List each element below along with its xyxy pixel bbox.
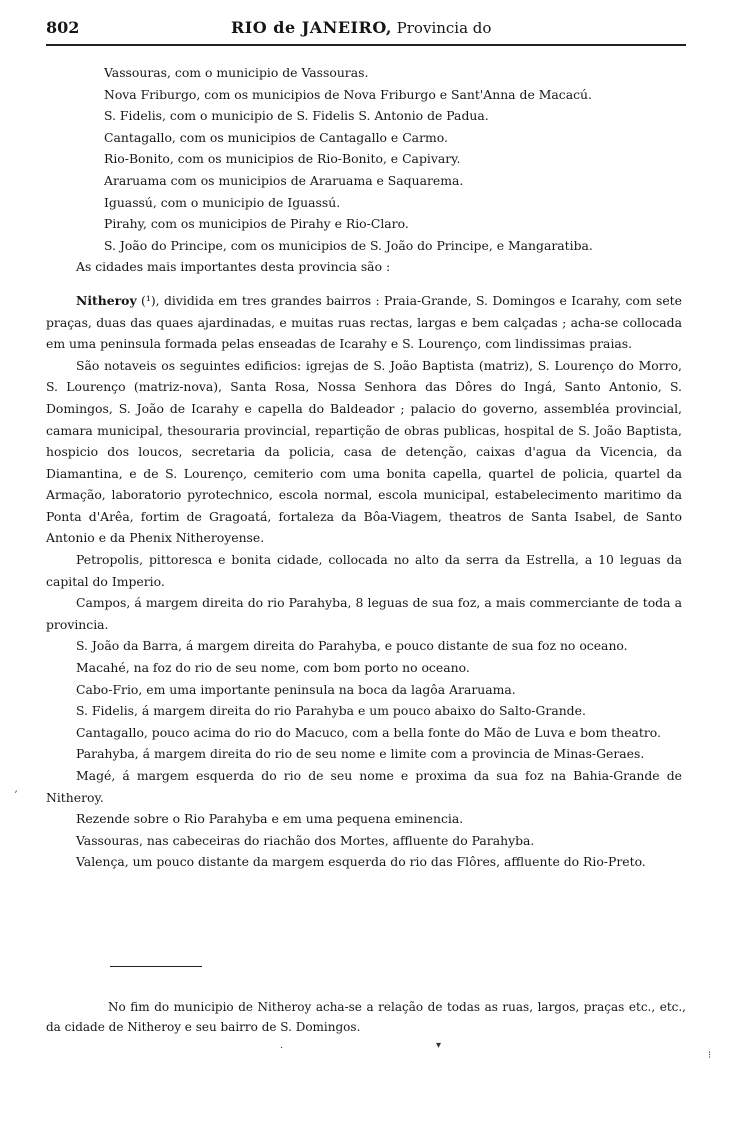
footnote-rule	[110, 966, 202, 967]
municipio-line: Araruama com os municipios de Araruama e Saquarema.	[104, 172, 464, 188]
municipios-list	[46, 62, 682, 278]
municipio-line: Pirahy, com os municipios de Pirahy e Rio-Claro.	[104, 216, 409, 232]
municipio-line: Vassouras, com o municipio de Vassouras.	[104, 65, 369, 80]
city-entry: Cantagallo, pouco acima do rio do Macuco, com a bella fonte do Mão de Luva e bom theatro.	[76, 724, 661, 740]
cities-list	[46, 549, 682, 873]
body-text	[46, 62, 682, 873]
city-entry: Cabo-Frio, em uma importante peninsula na boca da lagôa Araruama.	[76, 681, 516, 697]
municipio-line: Nova Friburgo, com os municipios de Nova Friburgo e Sant'Anna de Macacú.	[104, 86, 592, 102]
municipio-line: Rio-Bonito, com os municipios de Rio-Bonito, e Capivary.	[104, 151, 461, 167]
city-entry: S. Fidelis, á margem direita do rio Parahyba e um pouco abaixo do Salto-Grande.	[76, 703, 586, 719]
cities-intro: As cidades mais importantes desta provincia são :	[76, 259, 391, 275]
page-header	[46, 16, 686, 40]
nitheroy-paragraph	[46, 290, 682, 355]
running-title	[231, 18, 491, 37]
print-speck: ⁝	[708, 1050, 712, 1061]
city-entry: Magé, á margem esquerda do rio de seu nome e proxima da sua foz na Bahia-Grande de Nitheroy.	[46, 768, 682, 805]
city-entry: Valença, um pouco distante da margem esquerda do rio das Flôres, affluente do Rio-Preto.	[76, 854, 646, 870]
paragraph-gap	[46, 278, 682, 290]
city-entry: Macahé, na foz do rio de seu nome, com bom porto no oceano.	[76, 660, 470, 676]
print-speck: ▾	[436, 1040, 442, 1051]
running-title-rest: Provincia do	[396, 19, 492, 37]
municipio-line: Cantagallo, com os municipios de Cantagallo e Carmo.	[104, 129, 448, 145]
city-entry: Rezende sobre o Rio Parahyba e em uma pequena eminencia.	[76, 811, 464, 827]
municipio-line: S. Fidelis, com o municipio de S. Fidelis S. Antonio de Padua.	[104, 108, 489, 124]
municipio-line: Iguassú, com o municipio de Iguassú.	[104, 194, 341, 210]
running-title-main: RIO de JANEIRO,	[231, 18, 392, 37]
city-entry: Petropolis, pittoresca e bonita cidade, collocada no alto da serra da Estrella, a 10 leguas da capital do Imperio.	[46, 552, 682, 589]
buildings-paragraph: São notaveis os seguintes edificios: igrejas de S. João Baptista (matriz), S. Lourenço do Morro, S. Lourenço (matriz-nova), Santa Rosa, Nossa Senhora das Dôres do Ingá, Santo Antonio, S. Domingos, S. João de Icarahy e capella do Baldeador ; palacio do governo, assembléa provincial, camara municipal, thesouraria provincial, repartição de obras publicas, hospital de S. João Baptista, hospicio dos loucos, secretaria da policia, casa de detenção, caixas d'agua da Vicencia, da Diamantina, e de S. Lourenço, cemiterio com uma bonita capella, quartel de policia, quartel da Armação, laboratorio pyrotechnico, escola normal, escola municipal, estabelecimento maritimo da Ponta d'Arêa, fortim de Gragoatá, fortaleza da Bôa-Viagem, theatros de Santa Isabel, de Santo Antonio e da Phenix Nitheroyense.	[46, 357, 682, 546]
print-speck: ·	[280, 1043, 284, 1054]
header-rule	[46, 44, 686, 46]
footnote: No fim do municipio de Nitheroy acha-se a relação de todas as ruas, largos, praças etc., etc., da cidade de Nitheroy e seu bairro de S. Domingos.	[46, 1000, 686, 1034]
city-entry: S. João da Barra, á margem direita do Parahyba, e pouco distante de sua foz no oceano.	[76, 638, 628, 654]
city-entry: Vassouras, nas cabeceiras do riachão dos Mortes, affluente do Parahyba.	[76, 832, 535, 848]
city-entry: Parahyba, á margem direita do rio de seu nome e limite com a provincia de Minas-Geraes.	[76, 746, 645, 762]
municipio-line: S. João do Principe, com os municipios de S. João do Principe, e Mangaratiba.	[104, 237, 593, 253]
city-entry: Campos, á margem direita do rio Parahyba, 8 leguas de sua foz, a mais commerciante de toda a provincia.	[46, 595, 682, 632]
print-speck: ʼ	[14, 790, 18, 801]
nitheroy-text: (¹), dividida em tres grandes bairros : Praia-Grande, S. Domingos e Icarahy, com sete praças, duas das quaes ajardinadas, e muitas ruas rectas, largas e bem calçadas ; acha-se collocada em uma peninsula formada pelas enseadas de Icarahy e S. Lourenço, com lindissimas praias.	[46, 292, 682, 352]
nitheroy-name: Nitheroy	[76, 292, 137, 308]
page-number: 802	[46, 18, 80, 37]
